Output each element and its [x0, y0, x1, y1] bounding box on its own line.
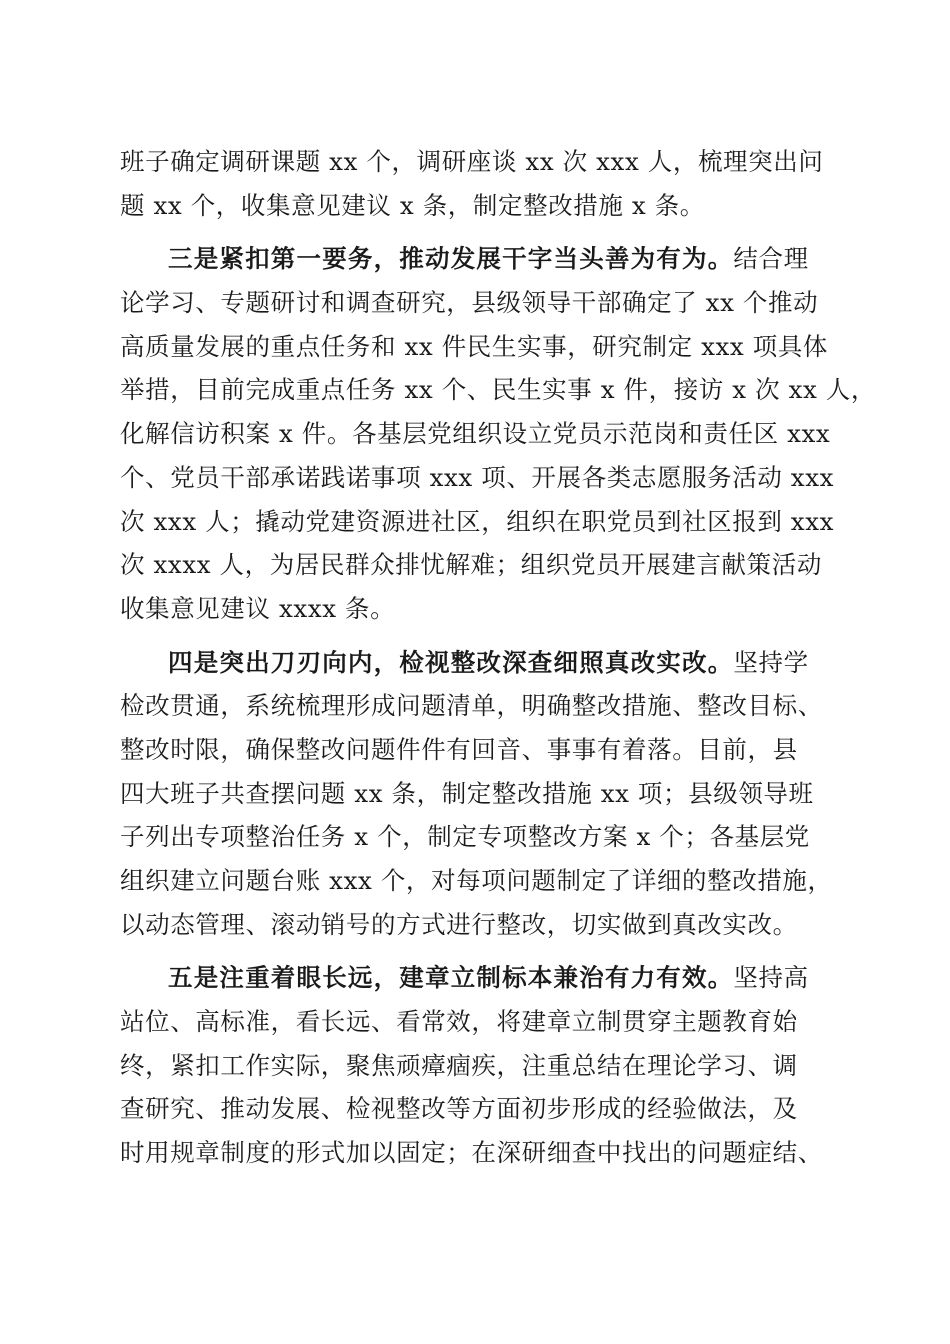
paragraph-first-line: [120, 237, 832, 281]
text-segment: 坚持高: [733, 963, 809, 993]
paragraph-3: [120, 641, 832, 947]
paragraph-heading: 五是注重着眼长远，建章立制标本兼治有力有效。: [168, 963, 734, 993]
paragraph-first-line: [120, 956, 832, 1000]
text-line: 个、党员干部承诺践诺事项 xxx 项、开展各类志愿服务活动 xxx: [120, 462, 835, 492]
text-line: 题 xx 个，收集意见建议 x 条，制定整改措施 x 条。: [120, 190, 705, 220]
paragraph-heading: 三是紧扣第一要务，推动发展干字当头善为有为。: [168, 244, 734, 274]
text-line: 整改时限，确保整改问题件件有回音、事事有着落。目前，县: [120, 734, 798, 764]
text-line: 班子确定调研课题 xx 个，调研座谈 xx 次 xxx 人，梳理突出问: [120, 147, 824, 176]
text-line: 四大班子共查摆问题 xx 条，制定整改措施 xx 项；县级领导班: [120, 778, 814, 808]
text-line: 收集意见建议 xxxx 条。: [120, 593, 396, 623]
text-line: 次 xxxx 人，为居民群众排忧解难；组织党员开展建言献策活动: [120, 550, 822, 580]
text-line: 组织建立问题台账 xxx 个，对每项问题制定了详细的整改措施，: [120, 866, 833, 895]
text-line: 子列出专项整治任务 x 个，制定专项整改方案 x 个；各基层党: [120, 822, 810, 852]
text-line: 论学习、专题研讨和调查研究，县级领导干部确定了 xx 个推动: [120, 288, 819, 318]
text-line: 举措，目前完成重点任务 xx 个、民生实事 x 件，接访 x 次 xx 人，: [120, 375, 877, 405]
text-line: 化解信访积案 x 件。各基层党组织设立党员示范岗和责任区 xxx: [120, 419, 831, 449]
text-line: 以动态管理、滚动销号的方式进行整改，切实做到真改实改。: [120, 909, 798, 939]
text-line: 次 xxx 人；撬动党建资源进社区，组织在职党员到社区报到 xxx: [120, 506, 835, 536]
document-body: [120, 140, 877, 1175]
paragraph-2: [120, 237, 877, 630]
text-line: 站位、高标准，看长远、看常效，将建章立制贯穿主题教育始: [120, 1007, 798, 1037]
text-segment: 结合理: [733, 244, 809, 274]
text-line: 高质量发展的重点任务和 xx 件民生实事，研究制定 xxx 项具体: [120, 331, 829, 361]
paragraph-heading: 四是突出刀刃向内，检视整改深查细照真改实改。: [168, 647, 734, 677]
text-line: 检改贯通，系统梳理形成问题清单，明确整改措施、整改目标、: [120, 691, 823, 721]
paragraph-first-line: [120, 641, 832, 685]
text-line: 时用规章制度的形式加以固定；在深研细查中找出的问题症结、: [120, 1138, 823, 1168]
text-line: 查研究、推动发展、检视整改等方面初步形成的经验做法，及: [120, 1094, 798, 1124]
text-line: 终，紧扣工作实际，聚焦顽瘴痼疾，注重总结在理论学习、调: [120, 1050, 798, 1080]
paragraph-1: [120, 140, 832, 227]
text-segment: 坚持学: [733, 647, 809, 677]
paragraph-4: [120, 956, 832, 1174]
